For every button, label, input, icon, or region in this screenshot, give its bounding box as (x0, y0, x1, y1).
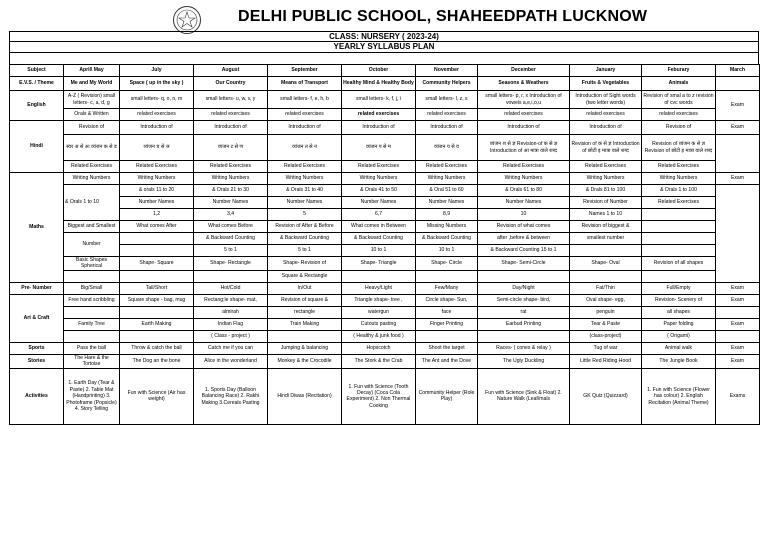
evs-row (10, 77, 760, 91)
cell: GK Quiz (Quizzard) (570, 368, 642, 424)
cell: (class-project) (570, 330, 642, 342)
cell: The Hare & the Tortoise (64, 354, 120, 368)
theme-cell: Animals (642, 77, 716, 91)
cell: Number Names (416, 197, 478, 209)
cell: Tug of war (570, 342, 642, 354)
theme-cell: Means of Transport (268, 77, 342, 91)
hindi-row (10, 135, 760, 161)
cell: Fat/Thin (570, 282, 642, 294)
cell (194, 270, 268, 282)
month-header-row (10, 65, 760, 77)
hindi-row (10, 161, 760, 173)
cell: related exercises (342, 109, 416, 121)
row-label: Maths (10, 173, 64, 283)
cell (120, 330, 194, 342)
cell: ( Origami) (642, 330, 716, 342)
cell: Related Exercises (478, 161, 570, 173)
cell: Orals & Written (64, 109, 120, 121)
cell: Number Names (478, 197, 570, 209)
cell: & Oral 51 to 60 (416, 185, 478, 197)
cell: What comes in Between (342, 221, 416, 233)
cell: small letters- l, z, s (416, 91, 478, 109)
cell: related exercises (570, 109, 642, 121)
cell: smallest number (570, 233, 642, 245)
activities-row (10, 368, 760, 424)
cell: व्यंजन ट से ण (194, 135, 268, 161)
cell: & Drals 81 to 100 (570, 185, 642, 197)
cell: व्यंजन प से म (342, 135, 416, 161)
cell: ( Healthy & junk food ) (342, 330, 416, 342)
cell: small letters- f, e, h, b (268, 91, 342, 109)
cell: related exercises (416, 109, 478, 121)
exam-cell: Exam (716, 318, 760, 330)
cell: after ,before & between (478, 233, 570, 245)
cell: Related Exercises (194, 161, 268, 173)
row-label: Hindi (10, 121, 64, 173)
cell: 10 to 1 (342, 245, 416, 257)
cell: Related Exercises (342, 161, 416, 173)
exam-cell: Exam (716, 91, 760, 121)
english-row (10, 109, 760, 121)
cell: rectangle (268, 306, 342, 318)
cell: Big/Small (64, 282, 120, 294)
cell: Shape- Square (120, 257, 194, 271)
cell: Free hand scribbling (64, 294, 120, 306)
cell: Introduction of (478, 121, 570, 135)
cell: Writing Numbers (416, 173, 478, 185)
cell: Hot/Cold (194, 282, 268, 294)
cell (120, 270, 194, 282)
hindi-row (10, 121, 760, 135)
cell: Revision of (64, 121, 120, 135)
blank-cell (716, 306, 760, 318)
cell: 1,2 (120, 209, 194, 221)
cell: Animal walk (642, 342, 716, 354)
cell: & Orals 31 to 40 (268, 185, 342, 197)
art-row (10, 306, 760, 318)
cell: Revision of all shapes (642, 257, 716, 271)
sports-row (10, 342, 760, 354)
cell: Revision of After & Before (268, 221, 342, 233)
cell: small letters- p, r, x Introduction of vowels a,e,i,o,u (478, 91, 570, 109)
cell (64, 306, 120, 318)
cell: Little Red Riding Hood (570, 354, 642, 368)
cell: Races- ( cones & relay ) (478, 342, 570, 354)
art-row (10, 330, 760, 342)
cell: Related Exercises (120, 161, 194, 173)
cell: स्वर अ से अः व्यंजन क से ड (64, 135, 120, 161)
pre-number-row (10, 282, 760, 294)
month-header: July (120, 65, 194, 77)
maths-row (10, 270, 760, 282)
cell: watergun (342, 306, 416, 318)
month-header: August (194, 65, 268, 77)
cell: 1. Fun with Science (Flower has colour) 2. English Recitation (Animal Theme) (642, 368, 716, 424)
blank-cell (716, 330, 760, 342)
school-name: DELHI PUBLIC SCHOOL, SHAHEEDPATH LUCKNOW (238, 8, 648, 25)
maths-row (10, 197, 760, 209)
cell: small letters- u, w, v, y (194, 91, 268, 109)
cell: & orals 11 to 20 (120, 185, 194, 197)
cell (642, 245, 716, 257)
cell: Hindi Diwas (Recitation) (268, 368, 342, 424)
syllabus-table (9, 64, 760, 425)
row-label: Art & Craft (10, 294, 64, 342)
theme-cell: Healthy Mind & Healthy Body (342, 77, 416, 91)
cell: & Backward Counting 15 to 1 (478, 245, 570, 257)
cell: Revision of smal a to z revision of cvc words (642, 91, 716, 109)
cell: What comes After (120, 221, 194, 233)
cell (478, 330, 570, 342)
cell: Square & Rectangle (268, 270, 342, 282)
cell: 10 (478, 209, 570, 221)
cell: व्यंजन य से व (416, 135, 478, 161)
cell: In/Out (268, 282, 342, 294)
cell: Writing Numbers (478, 173, 570, 185)
row-label: Sports (10, 342, 64, 354)
cell: 6,7 (342, 209, 416, 221)
exam-cell: Exam (716, 354, 760, 368)
cell: Train Making (268, 318, 342, 330)
cell: Fun with Science (Sink & Float) 2. Nature Walk (Leaf/mals (478, 368, 570, 424)
month-header: Feburary (642, 65, 716, 77)
cell (120, 306, 194, 318)
cell: Names 1 to 10 (570, 209, 642, 221)
cell: The Ant and the Dove (416, 354, 478, 368)
cell: Shoot the target (416, 342, 478, 354)
cell: व्यंजन च से ञ (120, 135, 194, 161)
cell: Introduction of Sight words (two letter words) (570, 91, 642, 109)
maths-row (10, 209, 760, 221)
subject-header: Subject (10, 65, 64, 77)
cell: The Jungle Book (642, 354, 716, 368)
cell (642, 221, 716, 233)
cell (342, 270, 416, 282)
cell: व्यंजन श से ज्ञ Revision-of क से ज्ञ Introduction of आ मात्रा वाले शब्द (478, 135, 570, 161)
cell: Biggest and Smallest (64, 221, 120, 233)
row-label: Stories (10, 354, 64, 368)
cell: Earth Making (120, 318, 194, 330)
cell: 1. Sports Day (Balloon Balancing Race) 2. Rakhi Making 3.Cereals Pasting (194, 368, 268, 424)
cell: & Backward Counting (194, 233, 268, 245)
cell: Pass the ball (64, 342, 120, 354)
cell: Number (64, 233, 120, 257)
cell: Related Exercises (268, 161, 342, 173)
cell (642, 270, 716, 282)
cell: & Backward Counting (342, 233, 416, 245)
cell (64, 270, 120, 282)
cell (120, 245, 194, 257)
cell: Rectang;le shape- mat, (194, 294, 268, 306)
cell: Writing Numbers (268, 173, 342, 185)
cell: Hopscotch (342, 342, 416, 354)
cell: all shapes (642, 306, 716, 318)
cell: Writing Numbers (570, 173, 642, 185)
cell: Writing Numbers (194, 173, 268, 185)
month-header: March (716, 65, 760, 77)
row-label: Pre- Number (10, 282, 64, 294)
cell: & Orals 41 to 50 (342, 185, 416, 197)
month-header: November (416, 65, 478, 77)
cell: Revision of what comes (478, 221, 570, 233)
cell: Square shape - bag, mug (120, 294, 194, 306)
cell: Monkey & the Crocodile (268, 354, 342, 368)
month-header: January (570, 65, 642, 77)
cell: & Orals 1 to 10 (64, 185, 120, 221)
cell: Alice in the wonderland (194, 354, 268, 368)
cell: almirah (194, 306, 268, 318)
plan-title: YEARLY SYLLABUS PLAN (9, 42, 759, 53)
cell: Revision of (642, 121, 716, 135)
cell: penguin (570, 306, 642, 318)
cell: Related Exercises (64, 161, 120, 173)
cell: Shape- Rectangle (194, 257, 268, 271)
theme-cell (716, 77, 760, 91)
english-row (10, 91, 760, 109)
cell (64, 330, 120, 342)
maths-row (10, 221, 760, 233)
cell: Introduction of (194, 121, 268, 135)
cell (478, 270, 570, 282)
cell: Heavy/Light (342, 282, 416, 294)
cell: Family Tree (64, 318, 120, 330)
cell (570, 245, 642, 257)
cell: Related Exercises (642, 161, 716, 173)
maths-row (10, 233, 760, 245)
cell: Number Names (342, 197, 416, 209)
cell: related exercises (642, 109, 716, 121)
theme-cell: Fruits & Vegetables (570, 77, 642, 91)
cell: rat (478, 306, 570, 318)
month-header: October (342, 65, 416, 77)
theme-cell: Our Country (194, 77, 268, 91)
exam-cell: Exam (716, 294, 760, 306)
cell: Related Exercises (570, 161, 642, 173)
cell: 10 to 1 (416, 245, 478, 257)
cell: Related Exercises (416, 161, 478, 173)
exam-cell: Exam (716, 121, 760, 135)
cell: A-Z ( Revision) small letters- c, a, d, g (64, 91, 120, 109)
cell: Introduction of (342, 121, 416, 135)
cell: 3,4 (194, 209, 268, 221)
cell: Writing Numbers (120, 173, 194, 185)
month-header: April\ May (64, 65, 120, 77)
cell: Paper folding (642, 318, 716, 330)
cell (268, 330, 342, 342)
cell: & Backward Counting (268, 233, 342, 245)
maths-row (10, 185, 760, 197)
cell: Revision of क से ज्ञ Introduction of छोटी इ मात्रा वाले शब्द (570, 135, 642, 161)
cell: 5 to 1 (194, 245, 268, 257)
blank-cell (716, 135, 760, 173)
cell: What comes Before (194, 221, 268, 233)
cell: Throw & catch the ball (120, 342, 194, 354)
cell (416, 330, 478, 342)
cell: Shape- Circle (416, 257, 478, 271)
cell: Shape- Revision of (268, 257, 342, 271)
cell: Catch me if you can (194, 342, 268, 354)
cell: Revision- Scenery of (642, 294, 716, 306)
blank-cell (716, 185, 760, 283)
maths-row (10, 245, 760, 257)
cell: face (416, 306, 478, 318)
exam-cell: Exam (716, 342, 760, 354)
cell: Introduction of (570, 121, 642, 135)
cell: Shape- Oval (570, 257, 642, 271)
cell: Revision of biggest & (570, 221, 642, 233)
cell: Semi-circle shape- bird, (478, 294, 570, 306)
maths-row (10, 257, 760, 271)
cell (570, 270, 642, 282)
cell: related exercises (120, 109, 194, 121)
cell: Tall/Short (120, 282, 194, 294)
cell: 1. Fun with Science (Tooth Decay) (Coca Cola Experiment) 2. Non Thermal Cooking (342, 368, 416, 424)
cell: Day/Night (478, 282, 570, 294)
cell: related exercises (478, 109, 570, 121)
cell (416, 270, 478, 282)
cell: Writing Numbers (342, 173, 416, 185)
cell: Full/Empty (642, 282, 716, 294)
cell: Basic Shapes Spherical (64, 257, 120, 271)
theme-cell: Seasons & Weathers (478, 77, 570, 91)
cell: Community Helper (Role Play) (416, 368, 478, 424)
cell: related exercises (268, 109, 342, 121)
cell: Triangle shape- tree , (342, 294, 416, 306)
cell: Shape- Triangle (342, 257, 416, 271)
cell: Number Names (194, 197, 268, 209)
cell: 8,9 (416, 209, 478, 221)
cell: The Stork & the Crab (342, 354, 416, 368)
cell: 5 (268, 209, 342, 221)
stories-row (10, 354, 760, 368)
row-label: E.V.S. / Theme (10, 77, 64, 91)
theme-cell: Space ( up in the sky ) (120, 77, 194, 91)
cell: Introduction of (268, 121, 342, 135)
cell: व्यंजन त से न (268, 135, 342, 161)
class-line: CLASS: NURSERY ( 2023-24) (9, 31, 759, 42)
month-header: December (478, 65, 570, 77)
cell: related exercises (194, 109, 268, 121)
cell: Writing Numbers (64, 173, 120, 185)
cell: 5 to 1 (268, 245, 342, 257)
cell: Indian Flag (194, 318, 268, 330)
cell: small letters- k, f, j, i (342, 91, 416, 109)
cell: Number Names (120, 197, 194, 209)
cell: The Ugly Duckling (478, 354, 570, 368)
cell: Earbud Printing (478, 318, 570, 330)
cell (120, 233, 194, 245)
cell: & Backward Counting (416, 233, 478, 245)
cell: Revision of व्यंजन क से ज्ञ Revision of छोटी इ मात्रा वाले शब्द (642, 135, 716, 161)
art-row (10, 294, 760, 306)
cell: Revision of Number (570, 197, 642, 209)
cell (642, 233, 716, 245)
cell: The Dog an the bone (120, 354, 194, 368)
cell: Missing Numbers (416, 221, 478, 233)
exam-cell: Exams (716, 368, 760, 424)
row-label: Activities (10, 368, 64, 424)
cell: Shape- Semi-Circle (478, 257, 570, 271)
cell (642, 209, 716, 221)
cell: Oval shape- egg, (570, 294, 642, 306)
cell: small letters- q, o, n, m (120, 91, 194, 109)
cell: Few/Many (416, 282, 478, 294)
cell: & Orals 61 to 80 (478, 185, 570, 197)
theme-cell: Community Helpers (416, 77, 478, 91)
cell: Revision of square & (268, 294, 342, 306)
theme-cell: Me and My World (64, 77, 120, 91)
month-header: September (268, 65, 342, 77)
art-row (10, 318, 760, 330)
cell: Number Names (268, 197, 342, 209)
cell: Tear & Paste (570, 318, 642, 330)
cell: Introduction of (120, 121, 194, 135)
cell: Introduction of (416, 121, 478, 135)
cell: ( Class - project ) (194, 330, 268, 342)
exam-cell: Exam (716, 282, 760, 294)
row-label: English (10, 91, 64, 121)
cell: Finger Printing (416, 318, 478, 330)
cell: Cutouts pasting (342, 318, 416, 330)
cell: 1. Earth Day (Tear & Paste) 2. Table Mat (Handprinting) 3. Photoframe (Popsicle) 4. Story Telling (64, 368, 120, 424)
cell: Related Exercises (642, 197, 716, 209)
maths-row (10, 173, 760, 185)
cell: & Orals 1 to 100 (642, 185, 716, 197)
cell: Writing Numbers (642, 173, 716, 185)
exam-cell: Exam (716, 173, 760, 185)
cell: Fun with Science (Air has weight) (120, 368, 194, 424)
cell: Circle shape- Sun, (416, 294, 478, 306)
cell: Jumping & balancing (268, 342, 342, 354)
cell: & Orals 21 to 30 (194, 185, 268, 197)
